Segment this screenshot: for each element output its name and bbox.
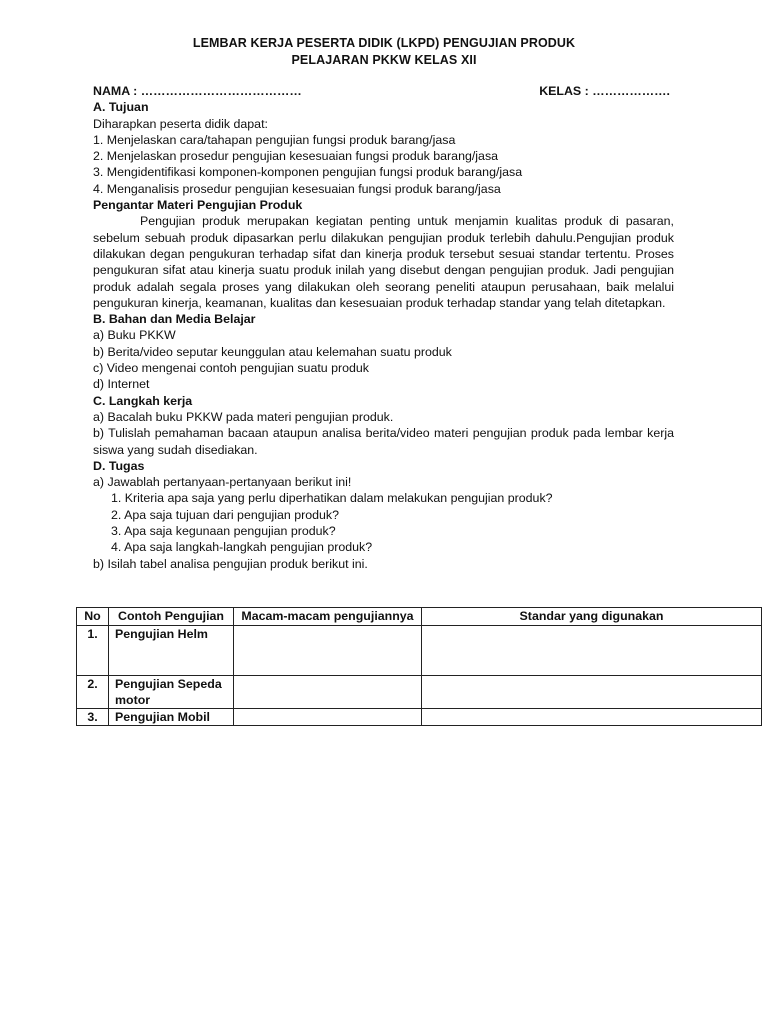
column-header-contoh: Contoh Pengujian (109, 608, 234, 626)
row-contoh: Pengujian Sepeda motor (109, 676, 234, 709)
row-macam-cell[interactable] (234, 626, 422, 676)
row-standar-cell[interactable] (422, 709, 762, 726)
worksheet-body (93, 83, 674, 572)
question-item: 3. Apa saja kegunaan pengujian produk? (111, 524, 336, 539)
row-number: 2. (77, 676, 109, 709)
list-item: c) Video mengenai contoh pengujian suatu produk (93, 361, 370, 376)
list-item: 3. Mengidentifikasi komponen-komponen pengujian fungsi produk barang/jasa (93, 165, 523, 180)
analysis-table (76, 607, 762, 726)
table-row (77, 626, 762, 676)
document-title: LEMBAR KERJA PESERTA DIDIK (LKPD) PENGUJIAN PRODUK (192, 36, 576, 50)
list-item: 1. Menjelaskan cara/tahapan pengujian fungsi produk barang/jasa (93, 132, 456, 147)
list-item: d) Internet (93, 377, 150, 392)
identity-row (93, 83, 674, 99)
row-contoh: Pengujian Helm (109, 626, 234, 676)
list-item: a) Buku PKKW (93, 328, 176, 343)
section-a-heading: A. Tujuan (93, 100, 149, 115)
section-b-heading: B. Bahan dan Media Belajar (93, 312, 256, 327)
row-standar-cell[interactable] (422, 626, 762, 676)
table-row (77, 709, 762, 726)
column-header-macam: Macam-macam pengujiannya (234, 608, 422, 626)
pengantar-heading: Pengantar Materi Pengujian Produk (93, 198, 303, 213)
table-row (77, 676, 762, 709)
list-item: b) Isilah tabel analisa pengujian produk berikut ini. (93, 556, 368, 571)
pengantar-paragraph: Pengujian produk merupakan kegiatan penting untuk menjamin kualitas produk di pasaran, sebelum sebuah produk dipasarkan perlu dilakukan pengujian produk terlebih dahulu.Pengujian produk dilakukan degan pengukuran terhadap sifat dan kinerja produk tersebut sesuai standar tertentu. Proses pengukuran sifat atau kinerja suatu produk inilah yang disebut dengan pengujian produk. Jadi pengujian produk adalah segala proses yang dilakukan oleh seorang peneliti ataupun perusahaan, baik melalui pengukuran kinerja, keamanan, kualitas dan kesesuaian produk terhadap standar yang telah ditetapkan. (93, 214, 674, 310)
question-item: 2. Apa saja tujuan dari pengujian produk? (111, 507, 340, 522)
section-c-heading: C. Langkah kerja (93, 393, 193, 408)
table-header-row (77, 608, 762, 626)
nama-field: NAMA : ………………………………… (93, 84, 302, 98)
section-a-intro: Diharapkan peserta didik dapat: (93, 116, 268, 131)
kelas-field: KELAS : ………………. (539, 84, 670, 98)
question-item: 1. Kriteria apa saja yang perlu diperhatikan dalam melakukan pengujian produk? (111, 491, 553, 506)
column-header-no: No (77, 608, 109, 626)
list-item: a) Jawablah pertanyaan-pertanyaan berikut ini! (93, 475, 352, 490)
question-item: 4. Apa saja langkah-langkah pengujian produk? (111, 540, 373, 555)
row-macam-cell[interactable] (234, 676, 422, 709)
row-standar-cell[interactable] (422, 676, 762, 709)
section-d-heading: D. Tugas (93, 458, 145, 473)
row-number: 1. (77, 626, 109, 676)
row-number: 3. (77, 709, 109, 726)
document-subtitle: PELAJARAN PKKW KELAS XII (291, 53, 477, 67)
list-item: b) Berita/video seputar keunggulan atau kelemahan suatu produk (93, 344, 452, 359)
list-item: a) Bacalah buku PKKW pada materi pengujian produk. (93, 409, 394, 424)
column-header-standar: Standar yang digunakan (422, 608, 762, 626)
list-item: b) Tulislah pemahaman bacaan ataupun analisa berita/video materi pengujian produk pada lembar kerja siswa yang sudah disediakan. (93, 426, 674, 457)
list-item: 2. Menjelaskan prosedur pengujian kesesuaian fungsi produk barang/jasa (93, 149, 499, 164)
row-contoh: Pengujian Mobil (109, 709, 234, 726)
row-macam-cell[interactable] (234, 709, 422, 726)
list-item: 4. Menganalisis prosedur pengujian kesesuaian fungsi produk barang/jasa (93, 181, 501, 196)
